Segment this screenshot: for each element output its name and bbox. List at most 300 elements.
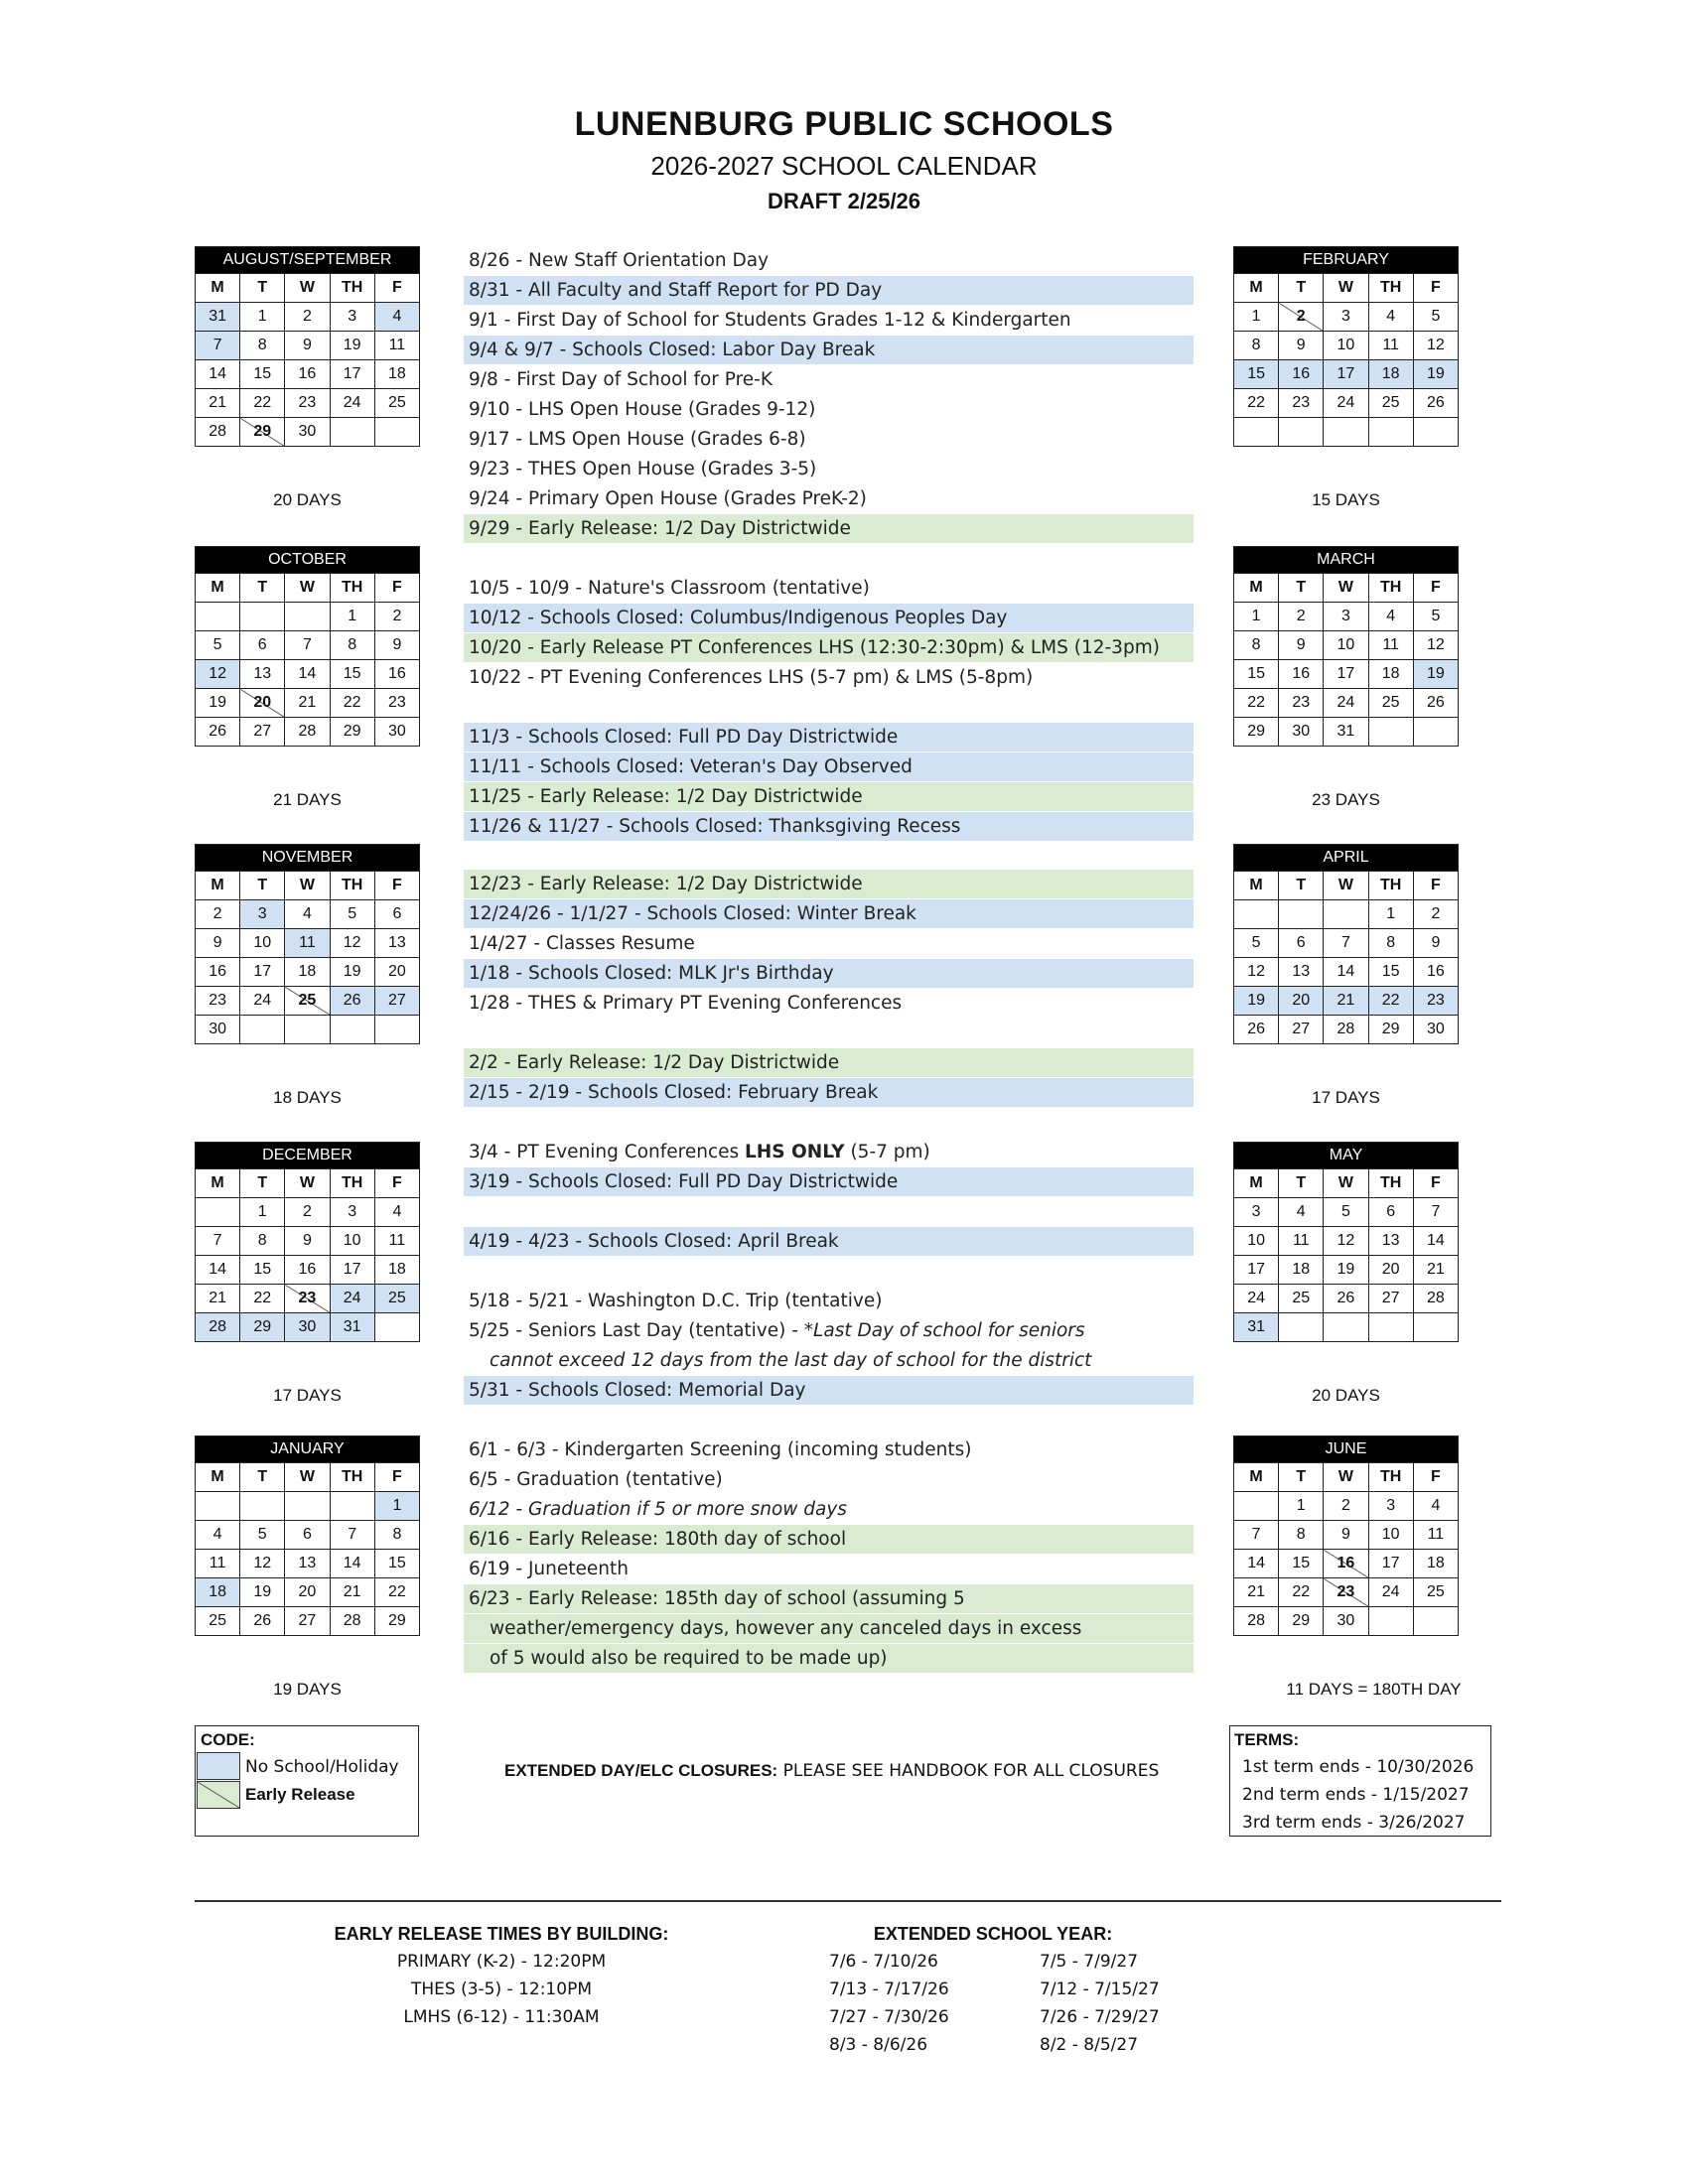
day-cell: 27 — [374, 987, 419, 1016]
day-cell: 17 — [240, 958, 285, 987]
event-item — [464, 425, 1194, 454]
day-cell: 24 — [1324, 389, 1368, 418]
event-text: 8/31 - All Faculty and Staff Report for PD Day — [469, 280, 883, 301]
day-cell: 6 — [1368, 1198, 1413, 1227]
event-item — [464, 1584, 1194, 1613]
month-days-count: 17 DAYS — [273, 1386, 342, 1405]
day-cell: 18 — [1413, 1550, 1458, 1578]
day-cell: 7 — [1413, 1198, 1458, 1227]
event-item — [464, 812, 1194, 841]
day-cell — [1368, 1313, 1413, 1342]
day-cell: 21 — [285, 689, 330, 718]
day-cell: 21 — [1324, 987, 1368, 1016]
day-cell: 13 — [285, 1550, 330, 1578]
day-cell: 20 — [285, 1578, 330, 1607]
day-cell: 12 — [240, 1550, 285, 1578]
event-text: 9/17 - LMS Open House (Grades 6-8) — [469, 429, 806, 450]
event-item — [464, 1495, 1194, 1524]
event-item — [464, 1376, 1194, 1405]
event-item — [464, 633, 1194, 662]
day-cell: 16 — [374, 660, 419, 689]
early-release-lmhs: LMHS (6-12) - 11:30AM — [403, 2007, 600, 2027]
weekday-header: F — [1413, 1463, 1458, 1492]
event-item — [464, 276, 1194, 305]
day-cell: 14 — [1413, 1227, 1458, 1256]
day-cell: 4 — [196, 1521, 240, 1550]
day-cell: 30 — [1279, 718, 1324, 747]
month-grid-5 — [1233, 246, 1459, 447]
day-cell: 12 — [1413, 631, 1458, 660]
month-name: JANUARY — [196, 1436, 420, 1463]
event-item — [464, 514, 1194, 543]
esy-range: 7/12 - 7/15/27 — [1040, 1979, 1160, 1999]
day-cell: 12 — [1413, 332, 1458, 360]
month-days-count: 15 DAYS — [1312, 490, 1380, 509]
event-text: 1/4/27 - Classes Resume — [469, 933, 695, 954]
weekday-header: F — [374, 872, 419, 900]
month-grid-6 — [1233, 546, 1459, 747]
day-cell: 13 — [240, 660, 285, 689]
day-cell: 1 — [1234, 603, 1279, 631]
terms-title: TERMS: — [1234, 1730, 1300, 1749]
day-cell: 24 — [330, 389, 374, 418]
day-cell — [330, 1016, 374, 1044]
day-cell: 15 — [330, 660, 374, 689]
weekday-header: F — [374, 574, 419, 603]
weekday-header: F — [374, 1169, 419, 1198]
day-cell — [285, 1492, 330, 1521]
month-days-count: 17 DAYS — [1312, 1088, 1380, 1107]
day-cell: 7 — [330, 1521, 374, 1550]
day-cell: 11 — [1413, 1521, 1458, 1550]
day-cell — [1324, 1313, 1368, 1342]
weekday-header: M — [1234, 574, 1279, 603]
day-cell: 11 — [1279, 1227, 1324, 1256]
day-cell: 25 — [374, 1285, 419, 1313]
day-cell — [1234, 418, 1279, 447]
day-cell: 22 — [240, 389, 285, 418]
day-cell: 24 — [1234, 1285, 1279, 1313]
day-cell: 23 — [1279, 689, 1324, 718]
day-cell: 16 — [285, 360, 330, 389]
day-cell: 4 — [1368, 303, 1413, 332]
early-release-times-title: EARLY RELEASE TIMES BY BUILDING: — [334, 1924, 669, 1944]
day-cell: 21 — [196, 389, 240, 418]
day-cell: 31 — [1234, 1313, 1279, 1342]
month-days-count: 18 DAYS — [273, 1088, 342, 1107]
draft-label: DRAFT 2/25/26 — [767, 189, 921, 213]
month-days-count: 20 DAYS — [1312, 1386, 1380, 1405]
day-cell: 28 — [196, 1313, 240, 1342]
weekday-header: M — [1234, 274, 1279, 303]
day-cell — [1279, 900, 1324, 929]
event-text: 12/24/26 - 1/1/27 - Schools Closed: Winter Break — [469, 903, 916, 924]
month-name: OCTOBER — [196, 547, 420, 574]
day-cell: 15 — [1279, 1550, 1324, 1578]
day-cell: 24 — [240, 987, 285, 1016]
esy-range: 7/6 - 7/10/26 — [829, 1952, 938, 1972]
day-cell — [1368, 718, 1413, 747]
month-grid-4 — [195, 1435, 420, 1636]
day-cell — [330, 418, 374, 447]
day-cell: 2 — [1279, 303, 1324, 332]
event-text: 5/31 - Schools Closed: Memorial Day — [469, 1380, 806, 1401]
day-cell — [196, 1492, 240, 1521]
event-text: 11/3 - Schools Closed: Full PD Day Districtwide — [469, 727, 899, 748]
day-cell — [1234, 900, 1279, 929]
event-text: 6/19 - Juneteenth — [469, 1559, 629, 1579]
weekday-header: T — [1279, 872, 1324, 900]
month-grid-2 — [195, 844, 420, 1044]
day-cell — [196, 1198, 240, 1227]
day-cell: 9 — [374, 631, 419, 660]
day-cell: 11 — [285, 929, 330, 958]
weekday-header: T — [1279, 1463, 1324, 1492]
day-cell: 3 — [1234, 1198, 1279, 1227]
day-cell: 13 — [1368, 1227, 1413, 1256]
day-cell: 1 — [1368, 900, 1413, 929]
day-cell: 28 — [1324, 1016, 1368, 1044]
event-emphasis: LHS ONLY — [745, 1142, 845, 1162]
day-cell: 22 — [1234, 389, 1279, 418]
day-cell — [1324, 900, 1368, 929]
event-note: cannot exceed 12 days from the last day of school for the district — [490, 1350, 1092, 1371]
esy-range: 7/27 - 7/30/26 — [829, 2007, 949, 2027]
day-cell: 25 — [1368, 389, 1413, 418]
day-cell: 16 — [196, 958, 240, 987]
day-cell: 5 — [1324, 1198, 1368, 1227]
event-item — [464, 1346, 1194, 1375]
esy-range: 7/26 - 7/29/27 — [1040, 2007, 1160, 2027]
event-text: 2/2 - Early Release: 1/2 Day Districtwide — [469, 1052, 840, 1073]
weekday-header: T — [240, 1463, 285, 1492]
day-cell: 22 — [1234, 689, 1279, 718]
day-cell: 19 — [1234, 987, 1279, 1016]
day-cell — [196, 603, 240, 631]
event-item — [464, 1227, 1194, 1256]
day-cell: 16 — [1279, 360, 1324, 389]
event-text: 5/25 - Seniors Last Day (tentative) - — [469, 1320, 804, 1341]
day-cell: 17 — [1324, 360, 1368, 389]
weekday-header: W — [285, 574, 330, 603]
day-cell: 2 — [196, 900, 240, 929]
day-cell: 30 — [285, 1313, 330, 1342]
event-text: 12/23 - Early Release: 1/2 Day Districtwide — [469, 874, 863, 894]
event-item — [464, 899, 1194, 928]
day-cell: 25 — [374, 389, 419, 418]
day-cell: 17 — [1368, 1550, 1413, 1578]
event-text: 6/5 - Graduation (tentative) — [469, 1469, 723, 1490]
day-cell: 22 — [240, 1285, 285, 1313]
early-release-thes: THES (3-5) - 12:10PM — [411, 1979, 592, 1999]
day-cell: 22 — [1279, 1578, 1324, 1607]
day-cell: 1 — [330, 603, 374, 631]
day-cell: 31 — [196, 303, 240, 332]
weekday-header: W — [1324, 574, 1368, 603]
event-text: 10/22 - PT Evening Conferences LHS (5-7 pm) & LMS (5-8pm) — [469, 667, 1034, 688]
day-cell: 20 — [240, 689, 285, 718]
event-text: 1/28 - THES & Primary PT Evening Conferences — [469, 993, 903, 1014]
event-item — [464, 959, 1194, 988]
day-cell: 18 — [1368, 660, 1413, 689]
weekday-header: M — [1234, 1463, 1279, 1492]
day-cell: 14 — [285, 660, 330, 689]
event-item — [464, 1614, 1194, 1643]
day-cell: 6 — [285, 1521, 330, 1550]
event-text: 9/24 - Primary Open House (Grades PreK-2) — [469, 488, 867, 509]
day-cell: 19 — [1413, 360, 1458, 389]
day-cell: 12 — [1234, 958, 1279, 987]
day-cell: 7 — [196, 1227, 240, 1256]
day-cell: 19 — [330, 958, 374, 987]
weekday-header: TH — [1368, 274, 1413, 303]
weekday-header: F — [374, 1463, 419, 1492]
month-name: JUNE — [1234, 1436, 1459, 1463]
weekday-header: TH — [330, 1169, 374, 1198]
day-cell: 8 — [330, 631, 374, 660]
day-cell: 4 — [374, 303, 419, 332]
event-text: 10/5 - 10/9 - Nature's Classroom (tentative) — [469, 578, 870, 599]
day-cell: 28 — [1234, 1607, 1279, 1636]
event-item — [464, 395, 1194, 424]
event-item — [464, 1644, 1194, 1673]
month-grid-0 — [195, 246, 420, 447]
extended-closures-note — [504, 1761, 1159, 1781]
early-release-label: Early Release — [245, 1785, 355, 1804]
day-cell: 31 — [330, 1313, 374, 1342]
event-item — [464, 484, 1194, 513]
month-grid-3 — [195, 1142, 420, 1342]
day-cell: 28 — [330, 1607, 374, 1636]
event-text: of 5 would also be required to be made up) — [490, 1648, 888, 1669]
month-name: DECEMBER — [196, 1143, 420, 1169]
day-cell: 13 — [374, 929, 419, 958]
month-days-count: 23 DAYS — [1312, 790, 1380, 809]
day-cell: 4 — [1279, 1198, 1324, 1227]
day-cell: 25 — [1279, 1285, 1324, 1313]
term-1: 1st term ends - 10/30/2026 — [1242, 1757, 1475, 1777]
day-cell: 23 — [196, 987, 240, 1016]
day-cell: 7 — [285, 631, 330, 660]
early-release-primary: PRIMARY (K-2) - 12:20PM — [396, 1952, 607, 1972]
day-cell: 28 — [285, 718, 330, 747]
day-cell: 21 — [1413, 1256, 1458, 1285]
day-cell: 23 — [285, 1285, 330, 1313]
event-text: 1/18 - Schools Closed: MLK Jr's Birthday — [469, 963, 834, 984]
day-cell: 15 — [1368, 958, 1413, 987]
day-cell: 14 — [1324, 958, 1368, 987]
month-days-count: 19 DAYS — [273, 1680, 342, 1699]
day-cell: 2 — [1413, 900, 1458, 929]
event-item — [464, 336, 1194, 364]
day-cell: 24 — [1324, 689, 1368, 718]
day-cell: 3 — [240, 900, 285, 929]
day-cell: 15 — [1234, 360, 1279, 389]
terms-box — [1229, 1725, 1491, 1837]
day-cell: 18 — [285, 958, 330, 987]
event-item — [464, 752, 1194, 781]
day-cell — [1413, 1607, 1458, 1636]
month-name: AUGUST/SEPTEMBER — [196, 247, 420, 274]
day-cell: 3 — [1368, 1492, 1413, 1521]
day-cell: 17 — [330, 360, 374, 389]
day-cell: 10 — [1234, 1227, 1279, 1256]
day-cell: 31 — [1324, 718, 1368, 747]
event-item — [464, 1048, 1194, 1077]
day-cell — [1368, 1607, 1413, 1636]
day-cell: 1 — [1279, 1492, 1324, 1521]
extended-closures-label: EXTENDED DAY/ELC CLOSURES: — [504, 1761, 778, 1780]
weekday-header: T — [240, 574, 285, 603]
month-grid-9 — [1233, 1435, 1459, 1636]
term-3: 3rd term ends - 3/26/2027 — [1242, 1813, 1466, 1833]
day-cell: 7 — [1324, 929, 1368, 958]
day-cell: 8 — [1234, 332, 1279, 360]
day-cell: 26 — [1413, 689, 1458, 718]
day-cell: 25 — [1368, 689, 1413, 718]
event-item — [464, 870, 1194, 898]
weekday-header: TH — [330, 872, 374, 900]
day-cell: 28 — [196, 418, 240, 447]
day-cell: 1 — [240, 303, 285, 332]
event-text: 4/19 - 4/23 - Schools Closed: April Break — [469, 1231, 839, 1252]
day-cell: 19 — [196, 689, 240, 718]
event-text: 2/15 - 2/19 - Schools Closed: February Break — [469, 1082, 879, 1103]
day-cell: 17 — [1324, 660, 1368, 689]
day-cell — [1279, 1313, 1324, 1342]
day-cell: 16 — [1279, 660, 1324, 689]
event-item — [464, 246, 1194, 275]
day-cell — [1413, 718, 1458, 747]
day-cell: 12 — [196, 660, 240, 689]
day-cell: 22 — [330, 689, 374, 718]
weekday-header: M — [196, 1463, 240, 1492]
event-item — [464, 663, 1194, 692]
event-item — [464, 365, 1194, 394]
day-cell: 2 — [374, 603, 419, 631]
day-cell: 8 — [240, 332, 285, 360]
weekday-header: W — [1324, 1463, 1368, 1492]
day-cell: 11 — [1368, 631, 1413, 660]
day-cell: 9 — [285, 332, 330, 360]
event-item — [464, 723, 1194, 751]
day-cell: 26 — [1413, 389, 1458, 418]
day-cell — [374, 418, 419, 447]
event-item — [464, 1138, 1194, 1166]
event-text: 11/11 - Schools Closed: Veteran's Day Observed — [469, 756, 913, 777]
day-cell: 5 — [1413, 303, 1458, 332]
day-cell: 4 — [1413, 1492, 1458, 1521]
esy-range: 8/3 - 8/6/26 — [829, 2035, 928, 2055]
weekday-header: T — [1279, 274, 1324, 303]
weekday-header: F — [1413, 574, 1458, 603]
day-cell: 6 — [240, 631, 285, 660]
day-cell: 27 — [1279, 1016, 1324, 1044]
day-cell — [285, 603, 330, 631]
day-cell: 17 — [330, 1256, 374, 1285]
day-cell: 11 — [196, 1550, 240, 1578]
day-cell: 5 — [1234, 929, 1279, 958]
day-cell: 2 — [1324, 1492, 1368, 1521]
weekday-header: TH — [330, 1463, 374, 1492]
weekday-header: M — [196, 1169, 240, 1198]
early-release-swatch — [197, 1781, 240, 1809]
event-text: 8/26 - New Staff Orientation Day — [469, 250, 770, 271]
day-cell: 3 — [1324, 303, 1368, 332]
day-cell: 26 — [330, 987, 374, 1016]
event-item — [464, 604, 1194, 632]
day-cell: 30 — [1324, 1607, 1368, 1636]
day-cell: 19 — [1413, 660, 1458, 689]
day-cell: 22 — [374, 1578, 419, 1607]
day-cell: 8 — [240, 1227, 285, 1256]
day-cell: 5 — [330, 900, 374, 929]
day-cell — [330, 1492, 374, 1521]
day-cell: 5 — [1413, 603, 1458, 631]
day-cell: 15 — [240, 1256, 285, 1285]
day-cell: 9 — [1279, 631, 1324, 660]
event-text: 11/26 & 11/27 - Schools Closed: Thanksgiving Recess — [469, 816, 961, 837]
day-cell: 6 — [374, 900, 419, 929]
day-cell: 3 — [330, 303, 374, 332]
day-cell: 23 — [1413, 987, 1458, 1016]
day-cell: 12 — [330, 929, 374, 958]
day-cell: 10 — [240, 929, 285, 958]
day-cell — [285, 1016, 330, 1044]
day-cell: 29 — [1368, 1016, 1413, 1044]
day-cell: 11 — [1368, 332, 1413, 360]
day-cell: 10 — [1368, 1521, 1413, 1550]
day-cell: 15 — [1234, 660, 1279, 689]
day-cell: 25 — [1413, 1578, 1458, 1607]
day-cell: 10 — [330, 1227, 374, 1256]
weekday-header: M — [196, 872, 240, 900]
day-cell — [374, 1313, 419, 1342]
day-cell: 4 — [1368, 603, 1413, 631]
month-name: APRIL — [1234, 845, 1459, 872]
event-text: 9/10 - LHS Open House (Grades 9-12) — [469, 399, 816, 420]
weekday-header: T — [1279, 1169, 1324, 1198]
day-cell: 27 — [285, 1607, 330, 1636]
weekday-header: M — [196, 574, 240, 603]
day-cell: 27 — [240, 718, 285, 747]
event-text: 9/4 & 9/7 - Schools Closed: Labor Day Break — [469, 340, 876, 360]
weekday-header: W — [1324, 872, 1368, 900]
day-cell: 26 — [196, 718, 240, 747]
event-item — [464, 306, 1194, 335]
day-cell: 24 — [1368, 1578, 1413, 1607]
day-cell: 9 — [196, 929, 240, 958]
weekday-header: T — [240, 1169, 285, 1198]
event-text: 10/20 - Early Release PT Conferences LHS (12:30-2:30pm) & LMS (12-3pm) — [469, 637, 1160, 658]
day-cell: 29 — [1279, 1607, 1324, 1636]
day-cell — [1324, 418, 1368, 447]
day-cell — [240, 1016, 285, 1044]
day-cell: 4 — [374, 1198, 419, 1227]
event-item — [464, 1435, 1194, 1464]
weekday-header: W — [285, 1169, 330, 1198]
day-cell: 1 — [240, 1198, 285, 1227]
no-school-swatch — [197, 1752, 240, 1780]
weekday-header: M — [1234, 872, 1279, 900]
day-cell: 16 — [285, 1256, 330, 1285]
day-cell: 30 — [285, 418, 330, 447]
weekday-header: W — [1324, 1169, 1368, 1198]
day-cell: 10 — [1324, 332, 1368, 360]
event-text: 3/19 - Schools Closed: Full PD Day Districtwide — [469, 1171, 899, 1192]
day-cell: 1 — [374, 1492, 419, 1521]
esy-range: 7/5 - 7/9/27 — [1040, 1952, 1139, 1972]
